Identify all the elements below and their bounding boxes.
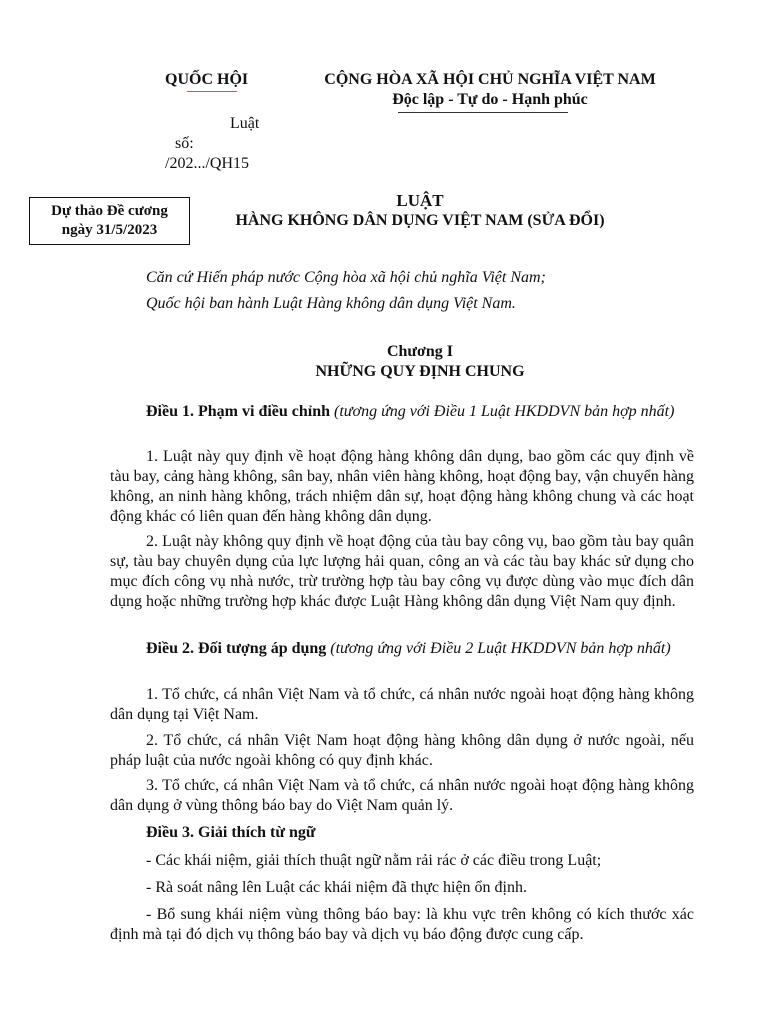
article-3-item-2: - Rà soát nâng lên Luật các khái niệm đã thực hiện ổn định. (146, 879, 527, 896)
chapter-number: Chương I (386, 343, 454, 360)
article-2-clause-2: 2. Tổ chức, cá nhân Việt Nam hoạt động hàng không dân dụng ở nước ngoài, nếu pháp luật của nước ngoài không có quy định khác. (110, 732, 694, 769)
nation-name: CỘNG HÒA XÃ HỘI CHỦ NGHĨA VIỆT NAM (324, 71, 656, 88)
article-1-note: (tương ứng với Điều 1 Luật HKDDVN bản hợp nhất) (334, 403, 675, 420)
article-2-title: Điều 2. Đối tượng áp dụng (146, 640, 327, 657)
article-2-clause-3: 3. Tổ chức, cá nhân Việt Nam và tổ chức, cá nhân nước ngoài hoạt động hàng không dân dụng ở vùng thông báo bay do Việt Nam quản lý. (110, 777, 694, 814)
draft-stamp-line-1: Dự thảo Đề cương (51, 203, 168, 219)
article-2-note: (tương ứng với Điều 2 Luật HKDDVN bản hợp nhất) (330, 640, 671, 657)
enactment-statement: Quốc hội ban hành Luật Hàng không dân dụng Việt Nam. (146, 295, 516, 312)
law-title: HÀNG KHÔNG DÂN DỤNG VIỆT NAM (SỬA ĐỔI) (235, 212, 605, 229)
chapter-title: NHỮNG QUY ĐỊNH CHUNG (315, 363, 525, 380)
article-1-clause-2: 2. Luật này không quy định về hoạt động của tàu bay công vụ, bao gồm tàu bay quân sự, tàu bay chuyên dụng của lực lượng hải quan, công an và các tàu bay khác sử dụng cho mục đích công vụ nhà nước, trừ trường hợp tàu bay công vụ được dùng vào mục đích dân dụng hoặc những trường hợp khác được Luật Hàng không dân dụng Việt Nam quy định. (110, 533, 694, 610)
law-number-label: Luật (230, 115, 260, 132)
agency-underline (187, 91, 237, 92)
law-number-label-2: số: (175, 135, 194, 152)
article-1-clause-1: 1. Luật này quy định về hoạt động hàng không dân dụng, bao gồm các quy định về tàu bay, cảng hàng không, sân bay, nhân viên hàng không, hoạt động bay, vận chuyển hàng không, an ninh hàng không, trách nhiệm dân sự, hoạt động hàng không chung và các hoạt động khác có liên quan đến hàng không dân dụng. (110, 448, 694, 525)
law-title-label: LUẬT (396, 191, 444, 210)
article-2-clause-1: 1. Tổ chức, cá nhân Việt Nam và tổ chức, cá nhân nước ngoài hoạt động hàng không dân dụng tại Việt Nam. (110, 686, 694, 723)
motto-underline (398, 112, 568, 113)
article-2-heading (110, 639, 694, 659)
issuing-agency: QUỐC HỘI (165, 71, 249, 88)
national-motto: Độc lập - Tự do - Hạnh phúc (392, 91, 588, 108)
legal-basis: Căn cứ Hiến pháp nước Cộng hòa xã hội chủ nghĩa Việt Nam; (146, 269, 546, 286)
article-3-item-1: - Các khái niệm, giải thích thuật ngữ nằm rải rác ở các điều trong Luật; (146, 852, 602, 869)
article-1-heading (110, 402, 694, 422)
article-3-item-3: - Bổ sung khái niệm vùng thông báo bay: là khu vực trên không có kích thước xác định mà tại đó dịch vụ thông báo bay và dịch vụ báo động được cung cấp. (110, 906, 694, 943)
law-number-value: /202.../QH15 (165, 155, 249, 172)
draft-stamp-box (29, 197, 190, 245)
article-3-heading (110, 823, 694, 843)
article-3-title: Điều 3. Giải thích từ ngữ (146, 824, 316, 841)
draft-stamp-line-2: ngày 31/5/2023 (61, 222, 158, 238)
article-1-title: Điều 1. Phạm vi điều chỉnh (146, 403, 331, 420)
